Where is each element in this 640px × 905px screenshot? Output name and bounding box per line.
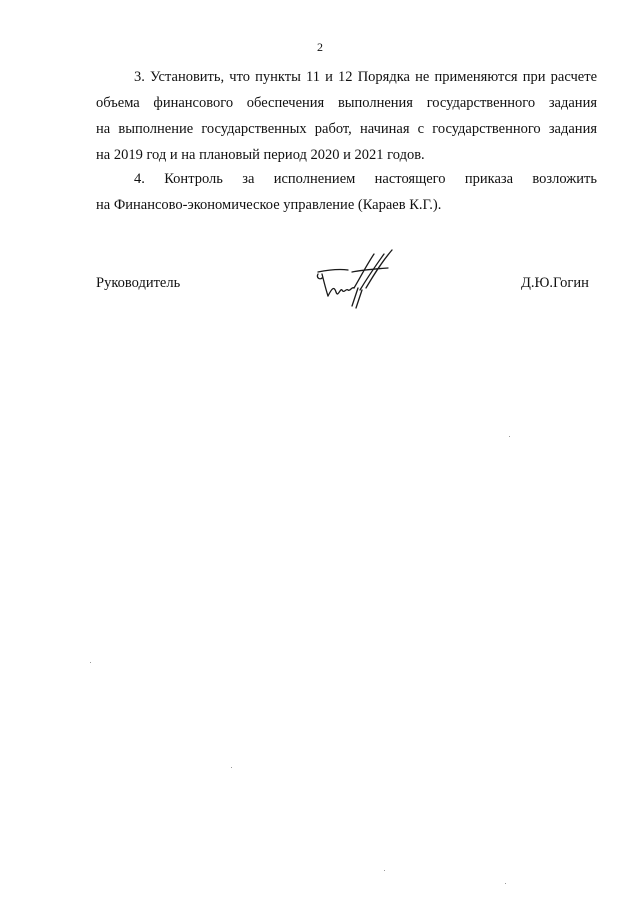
paragraph-3 xyxy=(96,64,597,168)
scan-speck xyxy=(505,883,506,884)
handwritten-signature xyxy=(314,248,396,310)
paragraph-line: на 2019 год и на плановый период 2020 и 2021 годов. xyxy=(96,147,425,163)
scan-speck xyxy=(231,767,232,768)
scan-speck xyxy=(509,436,510,437)
scan-speck xyxy=(90,662,91,663)
paragraph-4 xyxy=(96,166,597,218)
signatory-name: Д.Ю.Гогин xyxy=(521,275,589,291)
scan-speck xyxy=(384,870,385,871)
paragraph-line: на Финансово-экономическое управление (Караев К.Г.). xyxy=(96,197,442,213)
paragraph-line: 3. Установить, что пункты 11 и 12 Порядка не применяются при расчете xyxy=(134,69,597,85)
page-number: 2 xyxy=(317,40,323,54)
paragraph-line: объема финансового обеспечения выполнения государственного задания xyxy=(96,95,597,111)
paragraph-line: на выполнение государственных работ, начиная с государственного задания xyxy=(96,121,597,137)
paragraph-line: 4. Контроль за исполнением настоящего приказа возложить xyxy=(134,171,597,187)
signatory-title: Руководитель xyxy=(96,275,181,291)
